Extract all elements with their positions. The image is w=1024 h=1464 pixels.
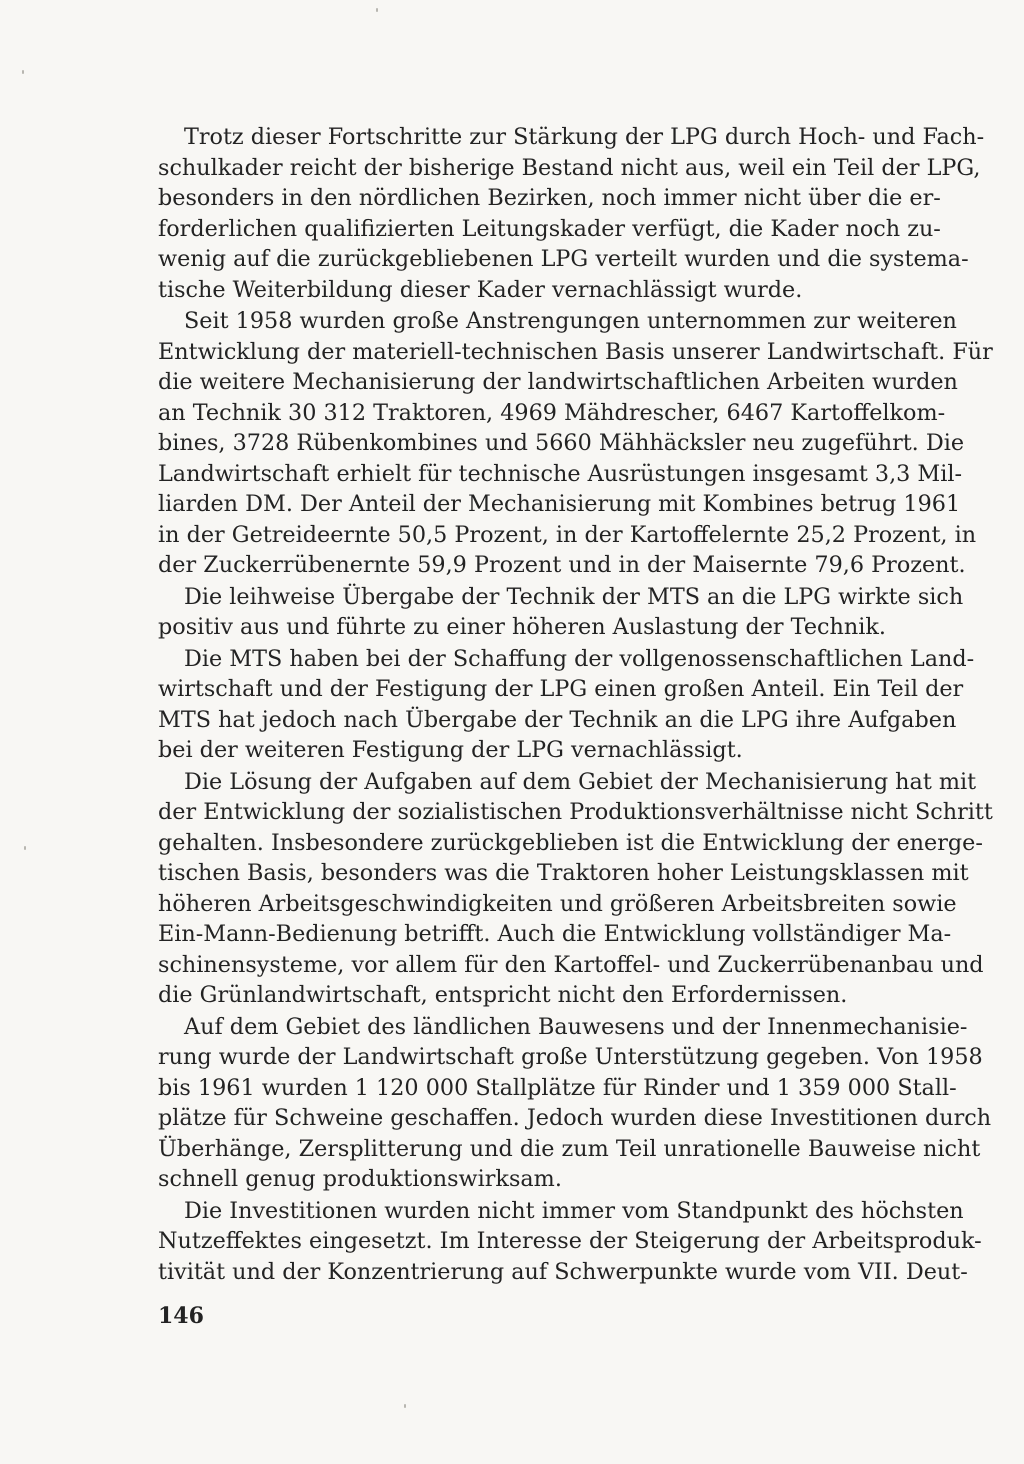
text-line: Entwicklung der materiell-technischen Basis unserer Landwirtschaft. Für [158,338,993,365]
text-line: Die leihweise Übergabe der Technik der MTS an die LPG wirkte sich [184,583,964,610]
text-line: Auf dem Gebiet des ländlichen Bauwesens und der Innenmechanisie- [184,1013,968,1040]
scan-speck [22,70,24,74]
paragraph [158,1196,982,1288]
text-line: wirtschaft und der Festigung der LPG einen großen Anteil. Ein Teil der [158,676,964,702]
paragraph [158,306,993,581]
text-line: rung wurde der Landwirtschaft große Unterstützung gegeben. Von 1958 [158,1044,983,1070]
text-line: an Technik 30 312 Traktoren, 4969 Mähdrescher, 6467 Kartoffelkom- [158,399,946,426]
scan-speck [404,1404,406,1408]
text-line: Die Lösung der Aufgaben auf dem Gebiet der Mechanisierung hat mit [184,768,977,795]
text-line: plätze für Schweine geschaffen. Jedoch wurden diese Investitionen durch [158,1105,992,1131]
text-line: höheren Arbeitsgeschwindigkeiten und größeren Arbeitsbreiten sowie [158,890,957,917]
text-line: tivität und der Konzentrierung auf Schwerpunkte wurde vom VII. Deut- [158,1258,968,1285]
text-line: MTS hat jedoch nach Übergabe der Technik an die LPG ihre Aufgaben [158,706,957,733]
paragraph [158,122,985,305]
text-line: in der Getreideernte 50,5 Prozent, in der Kartoffelernte 25,2 Prozent, in [158,521,977,548]
text-line: positiv aus und führte zu einer höheren Auslastung der Technik. [158,614,886,640]
paragraph [158,1012,992,1195]
text-line: der Entwicklung der sozialistischen Produktionsverhältnisse nicht Schritt [158,799,993,825]
text-line: Seit 1958 wurden große Anstrengungen unternommen zur weiteren [184,308,957,334]
text-line: Trotz dieser Fortschritte zur Stärkung der LPG durch Hoch- und Fach- [184,124,985,150]
text-line: schinensysteme, vor allem für den Kartoffel- und Zuckerrübenanbau und [158,951,984,978]
page-number: 146 [158,1303,204,1329]
text-line: schulkader reicht der bisherige Bestand nicht aus, weil ein Teil der LPG, [158,154,981,181]
text-line: Nutzeffektes eingesetzt. Im Interesse der Steigerung der Arbeitsproduk- [158,1228,982,1254]
text-line: tische Weiterbildung dieser Kader vernachlässigt wurde. [158,276,803,303]
text-line: Landwirtschaft erhielt für technische Ausrüstungen insgesamt 3,3 Mil- [158,460,963,487]
text-line: der Zuckerrübenernte 59,9 Prozent und in der Maisernte 79,6 Prozent. [158,552,966,578]
body-text [158,122,993,1288]
text-line: Überhänge, Zersplitterung und die zum Teil unrationelle Bauweise nicht [158,1135,981,1162]
text-line: liarden DM. Der Anteil der Mechanisierung mit Kombines betrug 1961 [158,491,961,517]
text-line: gehalten. Insbesondere zurückgeblieben ist die Entwicklung der energe- [158,829,983,856]
text-line: Ein-Mann-Bedienung betrifft. Auch die Entwicklung vollständiger Ma- [158,921,952,947]
text-line: forderlichen qualifizierten Leitungskader verfügt, die Kader noch zu- [158,215,941,242]
text-line: die Grünlandwirtschaft, entspricht nicht den Erfordernissen. [158,982,848,1008]
scan-speck [376,8,378,12]
scan-speck [24,846,26,850]
text-line: besonders in den nördlichen Bezirken, noch immer nicht über die er- [158,185,941,211]
text-line: Die Investitionen wurden nicht immer vom Standpunkt des höchsten [184,1197,964,1224]
text-line: wenig auf die zurückgebliebenen LPG verteilt wurden und die systema- [158,246,969,272]
text-line: bines, 3728 Rübenkombines und 5660 Mähhäcksler neu zugeführt. Die [158,430,965,456]
text-line: tischen Basis, besonders was die Traktoren hoher Leistungsklassen mit [158,860,969,886]
paragraph [158,644,975,766]
paragraph [158,582,964,643]
text-line: bis 1961 wurden 1 120 000 Stallplätze für Rinder und 1 359 000 Stall- [158,1074,957,1101]
text-line: bei der weiteren Festigung der LPG vernachlässigt. [158,737,743,763]
paragraph [158,767,993,1011]
text-line: schnell genug produktionswirksam. [158,1166,562,1192]
text-line: Die MTS haben bei der Schaffung der vollgenossenschaftlichen Land- [184,645,975,672]
text-line: die weitere Mechanisierung der landwirtschaftlichen Arbeiten wurden [158,369,958,395]
